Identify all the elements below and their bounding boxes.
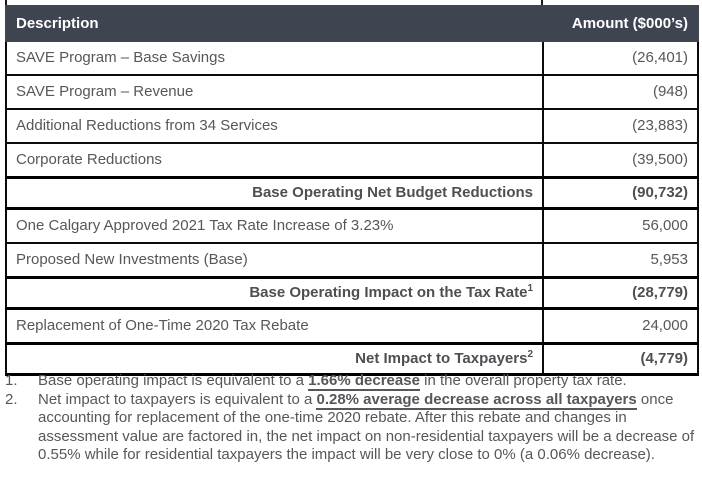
table-row-total	[6, 178, 698, 209]
table-row-total	[6, 344, 698, 375]
header-amount: Amount ($000’s)	[543, 6, 698, 41]
footnote-number: 1.	[5, 372, 18, 389]
footnote-text-after: once accounting for replacement of the one-time 2020 rebate. After this rebate and changes in assessment value are factored in, the net impact on non-residential taxpayers will be a decrease of 0.55% while for residential taxpayers the impact will be very close to 0% (a 0.06% decrease).	[38, 390, 695, 463]
amount-cell: (948)	[543, 75, 698, 109]
footnote-2	[5, 391, 697, 465]
description-cell: SAVE Program – Revenue	[6, 75, 543, 109]
amount-cell: 56,000	[543, 209, 698, 244]
amount-cell: (23,883)	[543, 109, 698, 143]
footnote-highlight: 0.28% average decrease across all taxpayers	[316, 390, 637, 408]
amount-cell: (4,779)	[543, 344, 698, 375]
table-row	[6, 209, 698, 244]
amount-cell: (26,401)	[543, 41, 698, 75]
description-cell: Base Operating Net Budget Reductions	[6, 178, 543, 209]
table-row	[6, 75, 698, 109]
footnote-marker-2: 2	[527, 349, 533, 360]
amount-cell: (28,779)	[543, 278, 698, 309]
description-cell: Proposed New Investments (Base)	[6, 243, 543, 278]
description-cell	[6, 278, 543, 309]
description-cell: Replacement of One-Time 2020 Tax Rebate	[6, 309, 543, 344]
header-description: Description	[6, 6, 543, 41]
footnote-text-before: Base operating impact is equivalent to a	[38, 372, 309, 389]
table-row	[6, 109, 698, 143]
table-row	[6, 41, 698, 75]
footnote-text-before: Net impact to taxpayers is equivalent to a	[38, 390, 317, 408]
footnote-text-after: in the overall property tax rate.	[419, 372, 627, 389]
table-row	[6, 143, 698, 178]
budget-table	[5, 5, 699, 376]
description-cell: Additional Reductions from 34 Services	[6, 109, 543, 143]
description-cell: Corporate Reductions	[6, 143, 543, 178]
amount-cell: (39,500)	[543, 143, 698, 178]
total-label: Net Impact to Taxpayers	[355, 350, 528, 367]
footnotes	[5, 372, 697, 465]
total-label: Base Operating Impact on the Tax Rate	[249, 284, 528, 301]
table-row	[6, 309, 698, 344]
description-cell: SAVE Program – Base Savings	[6, 41, 543, 75]
table-header-row	[6, 6, 698, 41]
table-row-total	[6, 278, 698, 309]
table-row	[6, 243, 698, 278]
amount-cell: 24,000	[543, 309, 698, 344]
footnote-text	[38, 372, 697, 391]
footnote-number: 2.	[5, 390, 18, 408]
description-cell: One Calgary Approved 2021 Tax Rate Increase of 3.23%	[6, 209, 543, 244]
footnote-highlight: 1.66% decrease	[308, 372, 420, 389]
amount-cell: (90,732)	[543, 178, 698, 209]
amount-cell: 5,953	[543, 243, 698, 278]
description-cell	[6, 344, 543, 375]
footnote-marker-1: 1	[527, 283, 533, 294]
footnote-1	[5, 372, 697, 391]
footnote-text	[38, 391, 697, 465]
